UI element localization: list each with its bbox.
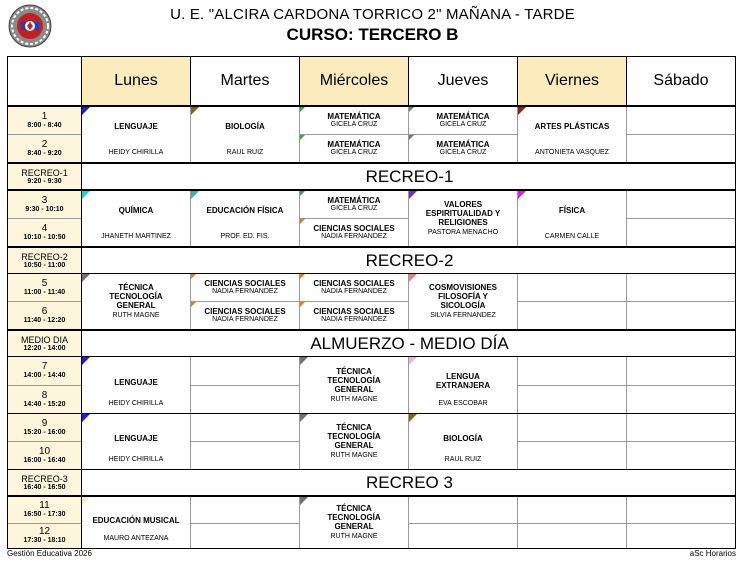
row-divider xyxy=(300,134,517,135)
lesson-teacher: RUTH MAGNE xyxy=(330,452,378,459)
period-12: 12 17:30 - 18:10 xyxy=(8,524,81,548)
col-divider xyxy=(190,190,191,247)
lesson-teacher: ANTONIETA VASQUEZ xyxy=(535,149,609,156)
break-almuerzo: ALMUERZO - MEDIO DÍA xyxy=(310,333,509,353)
lesson-lunes-9-10[interactable] xyxy=(82,414,190,469)
lesson-subject: QUÍMICA xyxy=(118,206,154,215)
col-divider xyxy=(408,57,409,106)
row-divider xyxy=(518,301,735,302)
break-recreo-3: RECREO 3 xyxy=(366,472,453,492)
lesson-teacher: GICELA CRUZ xyxy=(330,121,378,128)
lesson-jueves-2[interactable] xyxy=(409,135,517,162)
lesson-miercoles-5[interactable] xyxy=(300,274,408,301)
row-divider xyxy=(8,189,735,191)
row-divider xyxy=(191,301,408,302)
row-divider xyxy=(8,162,735,164)
row-divider xyxy=(626,218,735,219)
period-recreo-1: RECREO-1 9:20 - 9:30 xyxy=(8,164,81,189)
lesson-miercoles-11-12[interactable] xyxy=(300,497,408,548)
color-marker xyxy=(82,497,90,505)
lesson-subject: VALORES ESPIRITUALIDAD Y RELIGIONES xyxy=(425,200,501,227)
color-marker xyxy=(409,107,414,112)
lesson-subject: FÍSICA xyxy=(558,206,586,215)
lesson-subject: CIENCIAS SOCIALES xyxy=(313,307,395,316)
row-divider xyxy=(191,523,299,524)
row-divider xyxy=(8,356,735,357)
lesson-subject: CIENCIAS SOCIALES xyxy=(313,224,395,233)
school-title: U. E. "ALCIRA CARDONA TORRICO 2" MAÑANA - TARDE xyxy=(170,6,575,23)
period-recreo-3: RECREO-3 16:40 - 16:50 xyxy=(8,470,81,495)
col-divider xyxy=(408,190,409,247)
color-marker xyxy=(300,414,308,422)
col-divider xyxy=(517,57,518,106)
color-marker xyxy=(409,191,417,199)
color-marker xyxy=(82,107,90,115)
col-divider xyxy=(190,106,191,163)
lesson-subject: EDUCACIÓN FÍSICA xyxy=(206,206,284,215)
row-divider xyxy=(8,523,81,524)
col-divider xyxy=(408,273,409,330)
day-header-jueves: Jueves xyxy=(437,72,489,89)
row-divider xyxy=(8,495,735,497)
col-divider xyxy=(517,496,518,548)
lesson-subject: ARTES PLÁSTICAS xyxy=(534,122,610,131)
lesson-teacher: RUTH MAGNE xyxy=(112,312,160,319)
lesson-martes-6[interactable] xyxy=(191,302,299,329)
lesson-teacher: SILVIA FERNANDEZ xyxy=(430,312,496,319)
row-divider xyxy=(8,246,735,248)
lesson-subject: CIENCIAS SOCIALES xyxy=(204,307,286,316)
period-10: 10 16:00 - 16:40 xyxy=(8,442,81,469)
lesson-teacher: GICELA CRUZ xyxy=(330,205,378,212)
color-marker xyxy=(518,107,526,115)
lesson-lunes-5-6[interactable] xyxy=(82,274,190,329)
row-divider xyxy=(191,385,299,386)
lesson-subject: BIOLOGÍA xyxy=(443,434,483,443)
lesson-miercoles-3[interactable] xyxy=(300,191,408,218)
lesson-subject: MATEMÁTICA xyxy=(436,140,490,149)
lesson-subject: BIOLOGÍA xyxy=(225,122,265,131)
lesson-subject: LENGUAJE xyxy=(114,434,158,443)
col-divider xyxy=(299,496,300,548)
lesson-subject: LENGUAJE xyxy=(114,122,158,131)
lesson-lunes-3-4[interactable] xyxy=(82,191,190,246)
lesson-teacher: RUTH MAGNE xyxy=(330,533,378,540)
lesson-viernes-3-4[interactable] xyxy=(518,191,626,246)
lesson-lunes-7-8[interactable] xyxy=(82,357,190,413)
lesson-lunes-1-2[interactable] xyxy=(82,107,190,162)
lesson-teacher: NADIA FERNANDEZ xyxy=(321,233,387,240)
col-divider xyxy=(299,57,300,106)
row-divider xyxy=(8,469,735,470)
day-header-miercoles: Miércoles xyxy=(300,57,408,105)
row-divider xyxy=(409,523,735,524)
lesson-teacher: RUTH MAGNE xyxy=(330,395,378,403)
lesson-teacher: GICELA CRUZ xyxy=(439,149,487,156)
lesson-jueves-9-10[interactable] xyxy=(409,414,517,469)
color-marker xyxy=(300,302,305,307)
day-header-martes: Martes xyxy=(220,72,270,89)
period-6: 6 11:40 - 12:20 xyxy=(8,302,81,329)
lesson-subject: TÉCNICA TECNOLOGÍA GENERAL xyxy=(327,504,381,531)
lesson-miercoles-4[interactable] xyxy=(300,219,408,246)
lesson-subject: TÉCNICA TECNOLOGÍA GENERAL xyxy=(109,283,163,310)
color-marker xyxy=(300,274,305,279)
row-divider xyxy=(8,134,81,135)
lesson-teacher: GICELA CRUZ xyxy=(439,121,487,128)
lesson-subject: MATEMÁTICA xyxy=(327,196,381,205)
lesson-teacher: PASTORA MENACHO xyxy=(427,229,499,236)
lesson-subject: MATEMÁTICA xyxy=(327,112,381,121)
row-divider xyxy=(8,413,735,414)
lesson-teacher: HEIDY CHIRILLA xyxy=(108,400,164,407)
period-medio-dia: MEDIO DIA 12:20 - 14:00 xyxy=(8,331,81,356)
color-marker xyxy=(191,274,196,279)
row-divider xyxy=(518,441,735,442)
lesson-subject: TÉCNICA TECNOLOGÍA GENERAL xyxy=(327,366,381,394)
row-divider xyxy=(8,301,81,302)
lesson-miercoles-9-10[interactable] xyxy=(300,414,408,469)
day-header-sabado: Sábado xyxy=(653,72,709,89)
row-divider xyxy=(8,385,81,386)
row-divider xyxy=(518,385,735,386)
color-marker xyxy=(409,274,417,282)
period-3: 3 9:30 - 10:10 xyxy=(8,191,81,218)
period-11: 11 16:50 - 17:30 xyxy=(8,497,81,523)
lesson-subject: CIENCIAS SOCIALES xyxy=(313,279,395,288)
period-7: 7 14:00 - 14:40 xyxy=(8,357,81,385)
col-divider xyxy=(517,106,518,163)
break-recreo-2: RECREO-2 xyxy=(365,250,454,270)
lesson-teacher: PROF. ED. FIS. xyxy=(220,233,270,240)
color-marker xyxy=(82,414,90,422)
col-divider xyxy=(190,496,191,548)
lesson-teacher: NADIA FERNANDEZ xyxy=(321,316,387,323)
color-marker xyxy=(300,219,305,224)
lesson-teacher: GICELA CRUZ xyxy=(330,149,378,156)
period-5: 5 11:00 - 11:40 xyxy=(8,274,81,301)
col-divider xyxy=(626,496,627,548)
period-1: 1 8:00 - 8:40 xyxy=(8,107,81,134)
lesson-teacher: RAUL RUIZ xyxy=(226,149,264,156)
color-marker xyxy=(191,191,199,199)
lesson-subject: LENGUA EXTRANJERA xyxy=(435,372,491,390)
row-divider xyxy=(626,134,735,135)
color-marker xyxy=(191,302,196,307)
col-divider xyxy=(190,57,191,106)
row-divider xyxy=(8,441,81,442)
color-marker xyxy=(409,414,417,422)
lesson-martes-3-4[interactable] xyxy=(191,191,299,246)
period-2: 2 8:40 - 9:20 xyxy=(8,135,81,162)
lesson-subject: LENGUAJE xyxy=(114,378,158,387)
lesson-jueves-7-8[interactable] xyxy=(409,357,517,413)
lesson-viernes-1-2[interactable] xyxy=(518,107,626,162)
lesson-miercoles-1[interactable] xyxy=(300,107,408,134)
lesson-teacher: NADIA FERNANDEZ xyxy=(212,288,278,295)
row-divider xyxy=(8,329,735,331)
lesson-teacher: NADIA FERNANDEZ xyxy=(212,316,278,323)
lesson-teacher: JHANETH MARTINEZ xyxy=(101,233,171,240)
col-divider xyxy=(626,57,627,106)
day-header-viernes: Viernes xyxy=(518,57,626,105)
lesson-teacher: MAURO ANTEZANA xyxy=(103,535,169,542)
color-marker xyxy=(518,191,526,199)
period-recreo-2: RECREO-2 10:50 - 11:00 xyxy=(8,248,81,273)
lesson-subject: COSMOVISIONES FILOSOFÍA Y SICOLOGÍA xyxy=(428,283,497,310)
lesson-subject: EDUCACIÓN MUSICAL xyxy=(92,516,180,525)
color-marker xyxy=(300,357,308,365)
lesson-subject: TÉCNICA TECNOLOGÍA GENERAL xyxy=(327,423,381,450)
lesson-jueves-5-6[interactable] xyxy=(409,274,517,329)
lesson-jueves-3-4[interactable] xyxy=(409,191,517,246)
color-marker xyxy=(82,357,90,365)
lesson-miercoles-7-8[interactable] xyxy=(300,357,408,413)
lesson-martes-5[interactable] xyxy=(191,274,299,301)
row-divider xyxy=(8,273,735,274)
break-recreo-1: RECREO-1 xyxy=(365,166,454,186)
color-marker xyxy=(409,135,414,140)
day-header-lunes: Lunes xyxy=(82,57,190,105)
row-divider xyxy=(8,218,81,219)
footer-right: aSc Horarios xyxy=(689,549,736,558)
timetable-grid xyxy=(7,56,736,549)
course-title: CURSO: TERCERO B xyxy=(286,25,459,44)
lesson-miercoles-6[interactable] xyxy=(300,302,408,329)
lesson-teacher: RAUL RUIZ xyxy=(444,456,482,463)
period-4: 4 10:10 - 10:50 xyxy=(8,219,81,246)
color-marker xyxy=(300,107,305,112)
lesson-subject: MATEMÁTICA xyxy=(436,112,490,121)
color-marker xyxy=(300,135,305,140)
lesson-teacher: EVA ESCOBAR xyxy=(438,400,488,407)
lesson-teacher: HEIDY CHIRILLA xyxy=(108,456,164,463)
col-divider xyxy=(408,496,409,548)
col-divider xyxy=(81,57,82,548)
footer-left: Gestión Educativa 2026 xyxy=(7,549,92,558)
lesson-miercoles-2[interactable] xyxy=(300,135,408,162)
lesson-teacher: HEIDY CHIRILLA xyxy=(108,149,164,156)
color-marker xyxy=(191,107,199,115)
lesson-subject: MATEMÁTICA xyxy=(327,140,381,149)
period-8: 8 14:40 - 15:20 xyxy=(8,386,81,413)
color-marker xyxy=(82,191,90,199)
lesson-jueves-1[interactable] xyxy=(409,107,517,134)
color-marker xyxy=(300,497,308,505)
color-marker xyxy=(82,274,90,282)
color-marker xyxy=(300,191,305,196)
lesson-lunes-11-12[interactable] xyxy=(82,497,190,548)
lesson-teacher: CARMEN CALLE xyxy=(544,233,600,240)
period-9: 9 15:20 - 16:00 xyxy=(8,414,81,441)
lesson-martes-1-2[interactable] xyxy=(191,107,299,162)
row-divider xyxy=(191,441,299,442)
row-divider xyxy=(300,218,408,219)
color-marker xyxy=(409,357,417,365)
lesson-teacher: NADIA FERNANDEZ xyxy=(321,288,387,295)
col-divider xyxy=(517,190,518,247)
row-divider xyxy=(8,105,735,107)
lesson-subject: CIENCIAS SOCIALES xyxy=(204,279,286,288)
